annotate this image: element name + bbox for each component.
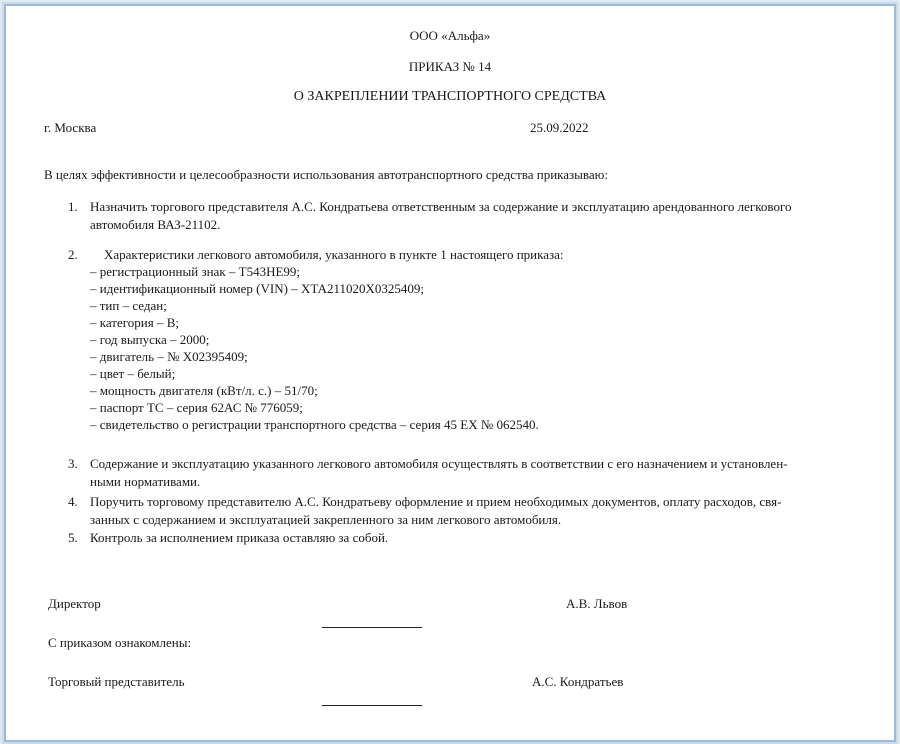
order-date: 25.09.2022 (530, 120, 589, 135)
item-line: занных с содержанием и эксплуатацией закрепленного за ним легкового автомобиля. (90, 512, 562, 527)
order-document (6, 6, 894, 740)
rep-signature-line (322, 705, 422, 706)
spec-line: – год выпуска – 2000; (90, 332, 210, 347)
preamble: В целях эффективности и целесообразности использования автотранспортного средства приказываю: (44, 167, 608, 182)
item-line: Назначить торгового представителя А.С. Кондратьева ответственным за содержание и эксплуатацию арендованного легкового (90, 199, 792, 214)
spec-line: – цвет – белый; (90, 366, 176, 381)
item-line: Содержание и эксплуатацию указанного легкового автомобиля осуществлять в соответствии с его назначением и установлен- (90, 456, 788, 471)
item-number: 5. (68, 530, 78, 545)
rep-name: А.С. Кондратьев (532, 674, 624, 689)
order-subject: О ЗАКРЕПЛЕНИИ ТРАНСПОРТНОГО СРЕДСТВА (293, 89, 607, 104)
item-number: 1. (68, 199, 78, 214)
item-number: 4. (68, 494, 78, 509)
item-line: автомобиля ВАЗ-21102. (90, 217, 221, 232)
spec-line: – тип – седан; (90, 298, 167, 313)
city: г. Москва (44, 120, 97, 135)
rep-label: Торговый представитель (48, 674, 185, 689)
spec-line: – идентификационный номер (VIN) – ХТА211020Х0325409; (90, 281, 425, 296)
spec-line: – двигатель – № Х02395409; (90, 349, 248, 364)
spec-line: – регистрационный знак – Т543НЕ99; (90, 264, 301, 279)
spec-line: – категория – В; (90, 315, 179, 330)
item-line: Поручить торговому представителю А.С. Кондратьеву оформление и прием необходимых документов, оплату расходов, свя- (90, 494, 782, 509)
director-signature-line (322, 627, 422, 628)
item-number: 3. (68, 456, 78, 471)
director-label: Директор (48, 596, 101, 611)
item-line: Контроль за исполнением приказа оставляю за собой. (90, 530, 389, 545)
item-line: Характеристики легкового автомобиля, указанного в пункте 1 настоящего приказа: (104, 247, 564, 262)
acquainted-label: С приказом ознакомлены: (48, 635, 192, 650)
spec-line: – мощность двигателя (кВт/л. с.) – 51/70; (90, 383, 318, 398)
document-frame (4, 4, 896, 742)
spec-line: – паспорт ТС – серия 62АС № 776059; (90, 400, 303, 415)
spec-line: – свидетельство о регистрации транспортного средства – серия 45 ЕХ № 062540. (90, 417, 539, 432)
item-line: ными нормативами. (90, 474, 201, 489)
order-title: ПРИКАЗ № 14 (408, 59, 492, 74)
company-name: ООО «Альфа» (409, 28, 491, 43)
item-number: 2. (68, 247, 78, 262)
director-name: А.В. Львов (566, 596, 628, 611)
